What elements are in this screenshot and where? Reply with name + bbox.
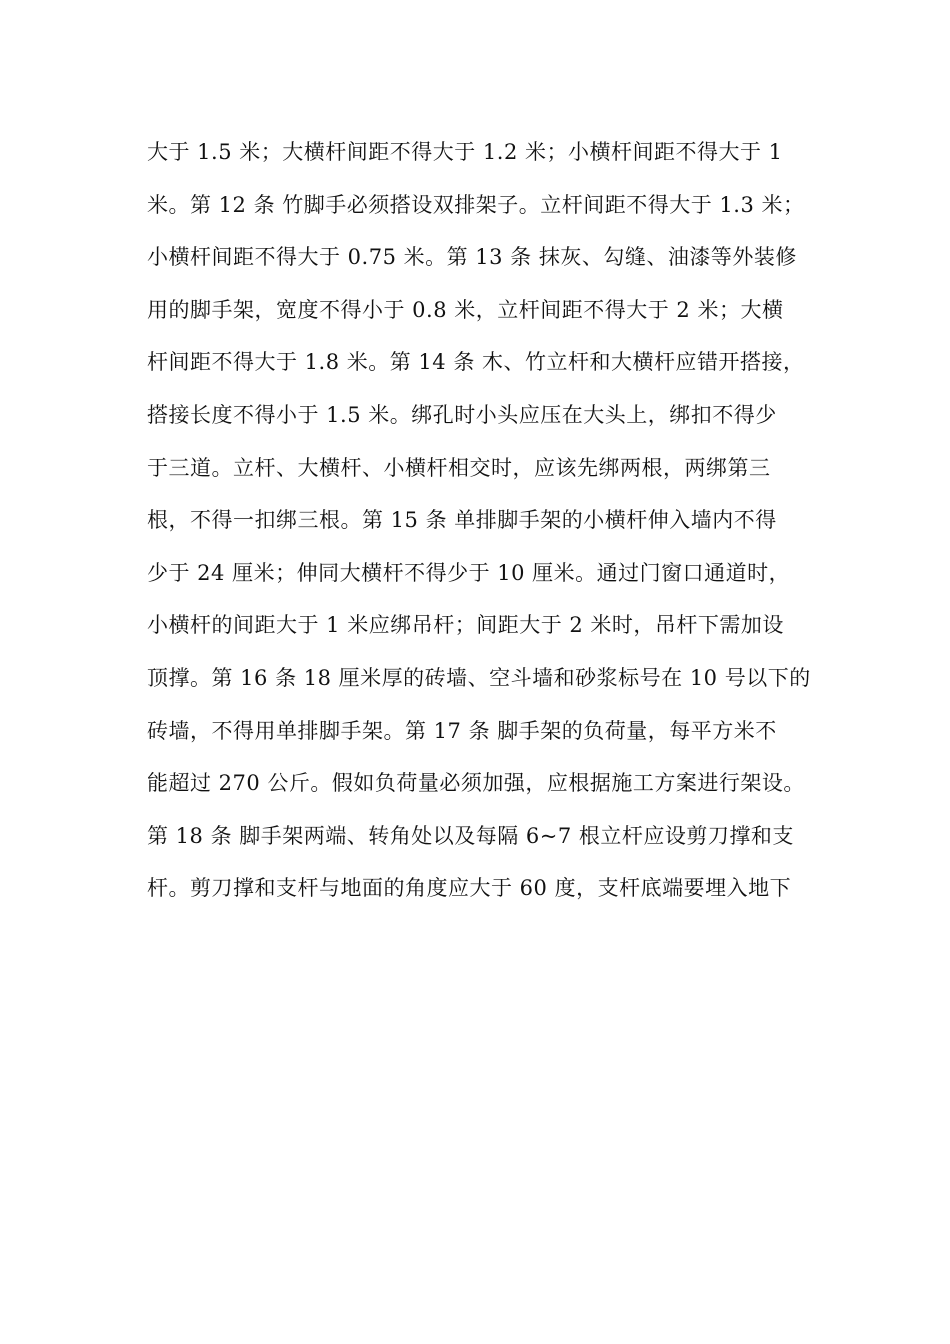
document-body [147,133,837,922]
text-line: 砖墙，不得用单排脚手架。第 17 条 脚手架的负荷量，每平方米不 [147,718,777,743]
text-line: 搭接长度不得小于 1.5 米。绑孔时小头应压在大头上，绑扣不得少 [147,402,777,427]
text-line: 小横杆间距不得大于 0.75 米。第 13 条 抹灰、勾缝、油漆等外装修 [147,245,797,270]
text-line: 根，不得一扣绑三根。第 15 条 单排脚手架的小横杆伸入墙内不得 [147,508,777,533]
text-line: 大于 1.5 米；大横杆间距不得大于 1.2 米；小横杆间距不得大于 1 [147,140,783,164]
text-line: 少于 24 厘米；伸同大横杆不得少于 10 厘米。通过门窗口通道时， [147,560,791,585]
text-line: 用的脚手架，宽度不得小于 0.8 米，立杆间距不得大于 2 米；大横 [147,297,784,322]
text-line: 小横杆的间距大于 1 米应绑吊杆；间距大于 2 米时，吊杆下需加设 [147,613,784,638]
text-line: 能超过 270 公斤。假如负荷量必须加强，应根据施工方案进行架设。 [147,771,805,796]
text-line: 第 18 条 脚手架两端、转角处以及每隔 6~7 根立杆应设剪刀撑和支 [147,823,794,848]
text-line: 米。第 12 条 竹脚手必须搭设双排架子。立杆间距不得大于 1.3 米； [147,192,805,217]
text-line: 于三道。立杆、大横杆、小横杆相交时，应该先绑两根，两绑第三 [147,455,771,480]
text-line: 杆。剪刀撑和支杆与地面的角度应大于 60 度，支杆底端要埋入地下 [147,876,792,901]
text-line: 顶撑。第 16 条 18 厘米厚的砖墙、空斗墙和砂浆标号在 10 号以下的 [147,665,811,690]
text-line: 杆间距不得大于 1.8 米。第 14 条 木、竹立杆和大横杆应错开搭接， [147,350,805,375]
